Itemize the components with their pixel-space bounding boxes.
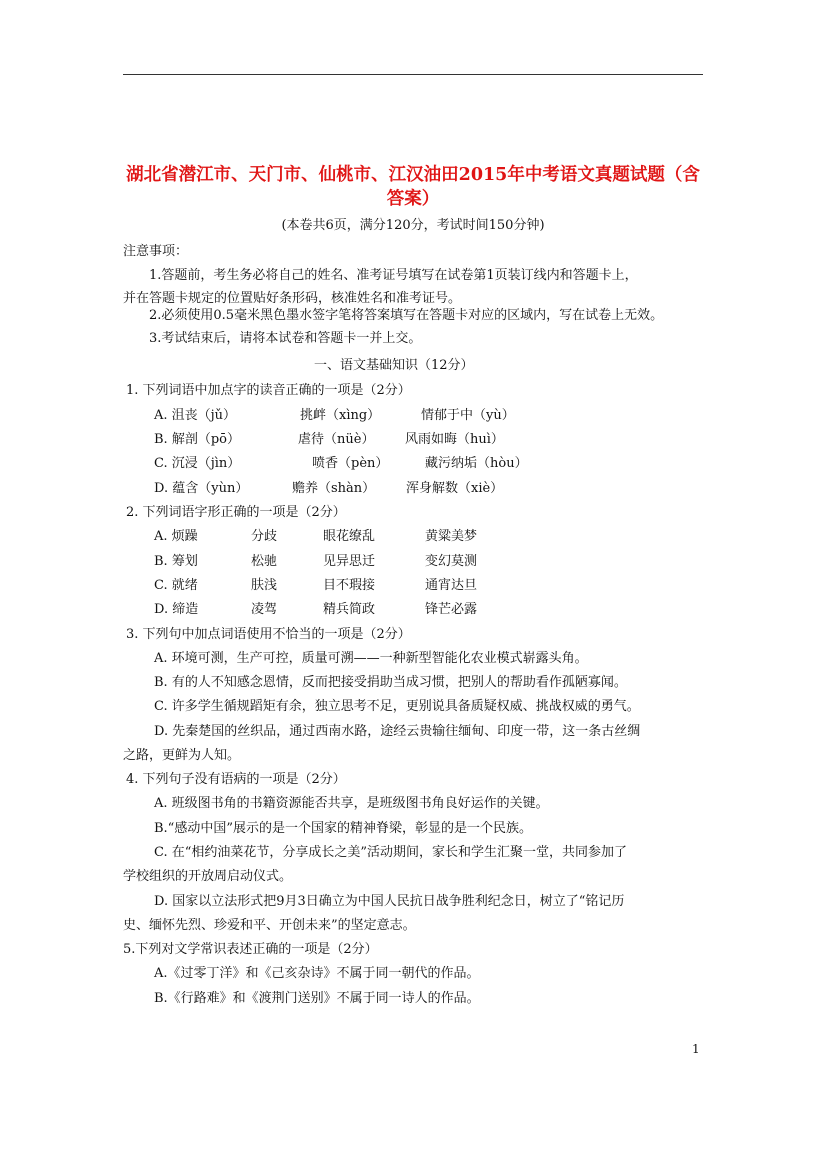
option-cell: C. 沉浸（jìn）	[154, 456, 241, 471]
section-heading: 一、语文基础知识（12分）	[314, 358, 474, 373]
option-line: D. 先秦楚国的丝织品，通过西南水路，途经云贵输往缅甸、印度一带，这一条古丝绸	[154, 724, 641, 739]
option-cell: 肤浅	[251, 578, 278, 593]
option-cell: 见异思迁	[323, 554, 376, 569]
page-number: 1	[692, 1042, 700, 1056]
option-cell: D. 蕴含（yùn）	[154, 481, 249, 496]
header-rule	[123, 74, 703, 75]
option-line: B. 有的人不知感念恩情，反而把接受捐助当成习惯，把别人的帮助看作孤陋寡闻。	[154, 675, 627, 690]
option-cell: 眼花缭乱	[323, 529, 376, 544]
option-cell: A. 烦躁	[154, 529, 198, 544]
option-cell: D. 缔造	[154, 602, 199, 617]
question-stem: 1. 下列词语中加点字的读音正确的一项是（2分）	[126, 383, 411, 398]
option-line: 学校组织的开放周启动仪式。	[123, 869, 293, 884]
option-cell: 通宵达旦	[425, 578, 478, 593]
option-cell: 变幻莫测	[425, 554, 478, 569]
option-cell: B. 筹划	[154, 554, 198, 569]
notice-item: 3.考试结束后，请将本试卷和答题卡一并上交。	[149, 331, 422, 346]
option-cell: 凌驾	[251, 602, 278, 617]
option-cell: 赡养（shàn）	[292, 481, 376, 496]
option-cell: 松驰	[251, 554, 278, 569]
option-cell: 黄粱美梦	[425, 529, 478, 544]
question-stem: 2. 下列词语字形正确的一项是（2分）	[126, 505, 346, 520]
notice-item: 2.必须使用0.5毫米黑色墨水签字笔将答案填写在答题卡对应的区域内，写在试卷上无效。	[149, 308, 664, 323]
exam-info: (本卷共6页，满分120分，考试时间150分钟)	[281, 218, 545, 233]
option-cell: 风雨如晦（huì）	[405, 432, 504, 447]
question-stem: 5.下列对文学常识表述正确的一项是（2分）	[123, 942, 378, 957]
option-line: A. 环境可测，生产可控，质量可溯——一种新型智能化农业模式崭露头角。	[154, 651, 588, 666]
notice-item: 1.答题前，考生务必将自己的姓名、准考证号填写在试卷第1页装订线内和答题卡上，	[149, 268, 638, 283]
option-line: 史、缅怀先烈、珍爱和平、开创未来”的坚定意志。	[123, 918, 416, 933]
option-line: A.《过零丁洋》和《己亥杂诗》不属于同一朝代的作品。	[154, 966, 480, 981]
option-line: C. 许多学生循规蹈矩有余，独立思考不足，更别说具备质疑权威、挑战权威的勇气。	[154, 699, 640, 714]
notice-item: 并在答题卡规定的位置贴好条形码，核准姓名和准考证号。	[123, 291, 462, 306]
option-cell: 分歧	[251, 529, 278, 544]
notice-heading: 注意事项：	[123, 244, 189, 259]
option-cell: 喷香（pèn）	[312, 456, 389, 471]
option-line: B.《行路难》和《渡荆门送别》不属于同一诗人的作品。	[154, 991, 480, 1006]
option-cell: 挑衅（xìng）	[300, 408, 381, 423]
option-cell: A. 沮丧（jǔ）	[154, 408, 237, 423]
option-cell: B. 解剖（pō）	[154, 432, 240, 447]
option-cell: 藏污纳垢（hòu）	[425, 456, 528, 471]
option-line: C. 在“相约油菜花节，分享成长之美”活动期间，家长和学生汇聚一堂，共同参加了	[154, 845, 628, 860]
question-stem: 4. 下列句子没有语病的一项是（2分）	[126, 772, 346, 787]
option-cell: 情郁于中（yù）	[421, 408, 515, 423]
option-cell: 精兵简政	[323, 602, 376, 617]
option-cell: 锋芒必露	[425, 602, 478, 617]
option-cell: 浑身解数（xiè）	[406, 481, 504, 496]
option-cell: 目不瑕接	[323, 578, 376, 593]
option-line: B.“感动中国”展示的是一个国家的精神脊梁，彰显的是一个民族。	[154, 821, 532, 836]
option-line: 之路，更鲜为人知。	[123, 748, 241, 763]
question-stem: 3. 下列句中加点词语使用不恰当的一项是（2分）	[126, 627, 411, 642]
option-line: A. 班级图书角的书籍资源能否共享，是班级图书角良好运作的关键。	[154, 796, 549, 811]
option-cell: C. 就绪	[154, 578, 198, 593]
option-line: D. 国家以立法形式把9月3日确立为中国人民抗日战争胜利纪念日，树立了“铭记历	[154, 894, 625, 909]
page-title: 湖北省潜江市、天门市、仙桃市、江汉油田2015年中考语文真题试题（含答案）	[126, 165, 700, 209]
option-cell: 虐待（nüè）	[298, 432, 375, 447]
